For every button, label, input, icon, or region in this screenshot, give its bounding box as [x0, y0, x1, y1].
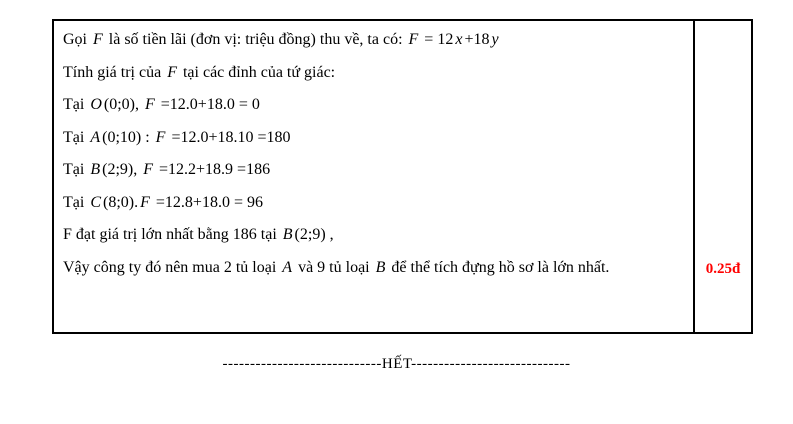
- score-cell: [693, 21, 751, 332]
- answer-line: [63, 154, 685, 187]
- text-segment: (8;0).: [103, 193, 139, 211]
- text-segment: Tại: [63, 128, 89, 146]
- text-segment: Gọi: [63, 31, 91, 48]
- answer-line: [63, 187, 685, 220]
- text-segment: Tính giá trị của: [63, 63, 166, 81]
- math-segment: F: [155, 128, 166, 146]
- end-divider: -----------------------------HẾT-----------------------------: [222, 356, 571, 372]
- math-segment: x: [455, 31, 463, 48]
- text-segment: và 9 tủ loại: [294, 258, 374, 276]
- answer-line: [63, 252, 685, 285]
- text-segment: =12.0+18.10 =180: [167, 128, 291, 146]
- answer-line: [63, 24, 685, 57]
- text-segment: F đạt giá trị lớn nhất bằng 186 tại: [63, 226, 281, 243]
- text-segment: = 12: [420, 31, 454, 48]
- answer-lines: [63, 24, 685, 284]
- math-segment: F: [167, 63, 177, 81]
- text-segment: (0;0),: [103, 96, 143, 113]
- text-segment: (2;9),: [102, 161, 142, 178]
- text-segment: (0;10) :: [102, 128, 154, 146]
- text-segment: (2;9) ,: [294, 226, 334, 243]
- answer-line: [63, 89, 685, 122]
- text-segment: Tại: [63, 193, 89, 211]
- answer-table: [52, 19, 753, 334]
- text-segment: để thể tích đựng hồ sơ là lớn nhất.: [387, 258, 610, 276]
- math-segment: F: [93, 31, 103, 48]
- math-segment: A: [90, 128, 101, 146]
- score-value: 0.25đ: [705, 261, 741, 277]
- math-segment: B: [90, 161, 101, 178]
- text-segment: =12.2+18.9 =186: [155, 161, 271, 178]
- text-segment: Tại: [63, 96, 89, 113]
- math-segment: B: [282, 226, 293, 243]
- math-segment: C: [90, 193, 101, 211]
- text-segment: Tại: [63, 161, 89, 178]
- math-segment: A: [282, 258, 293, 276]
- text-segment: +18: [464, 31, 490, 48]
- math-segment: F: [145, 96, 155, 113]
- text-segment: là số tiền lãi (đơn vị: triệu đồng) thu về, ta có:: [104, 31, 407, 48]
- math-segment: F: [143, 161, 153, 178]
- text-segment: tại các đỉnh của tứ giác:: [178, 63, 336, 81]
- math-segment: F: [408, 31, 419, 48]
- text-segment: =12.8+18.0 = 96: [151, 193, 263, 211]
- answer-line: [63, 57, 685, 90]
- text-segment: =12.0+18.0 = 0: [156, 96, 260, 113]
- math-segment: O: [90, 96, 102, 113]
- answer-line: [63, 122, 685, 155]
- math-segment: F: [140, 193, 150, 211]
- answer-cell: [54, 21, 693, 332]
- math-segment: y: [491, 31, 499, 48]
- answer-line: [63, 219, 685, 252]
- math-segment: B: [375, 258, 386, 276]
- text-segment: Vậy công ty đó nên mua 2 tủ loại: [63, 258, 281, 276]
